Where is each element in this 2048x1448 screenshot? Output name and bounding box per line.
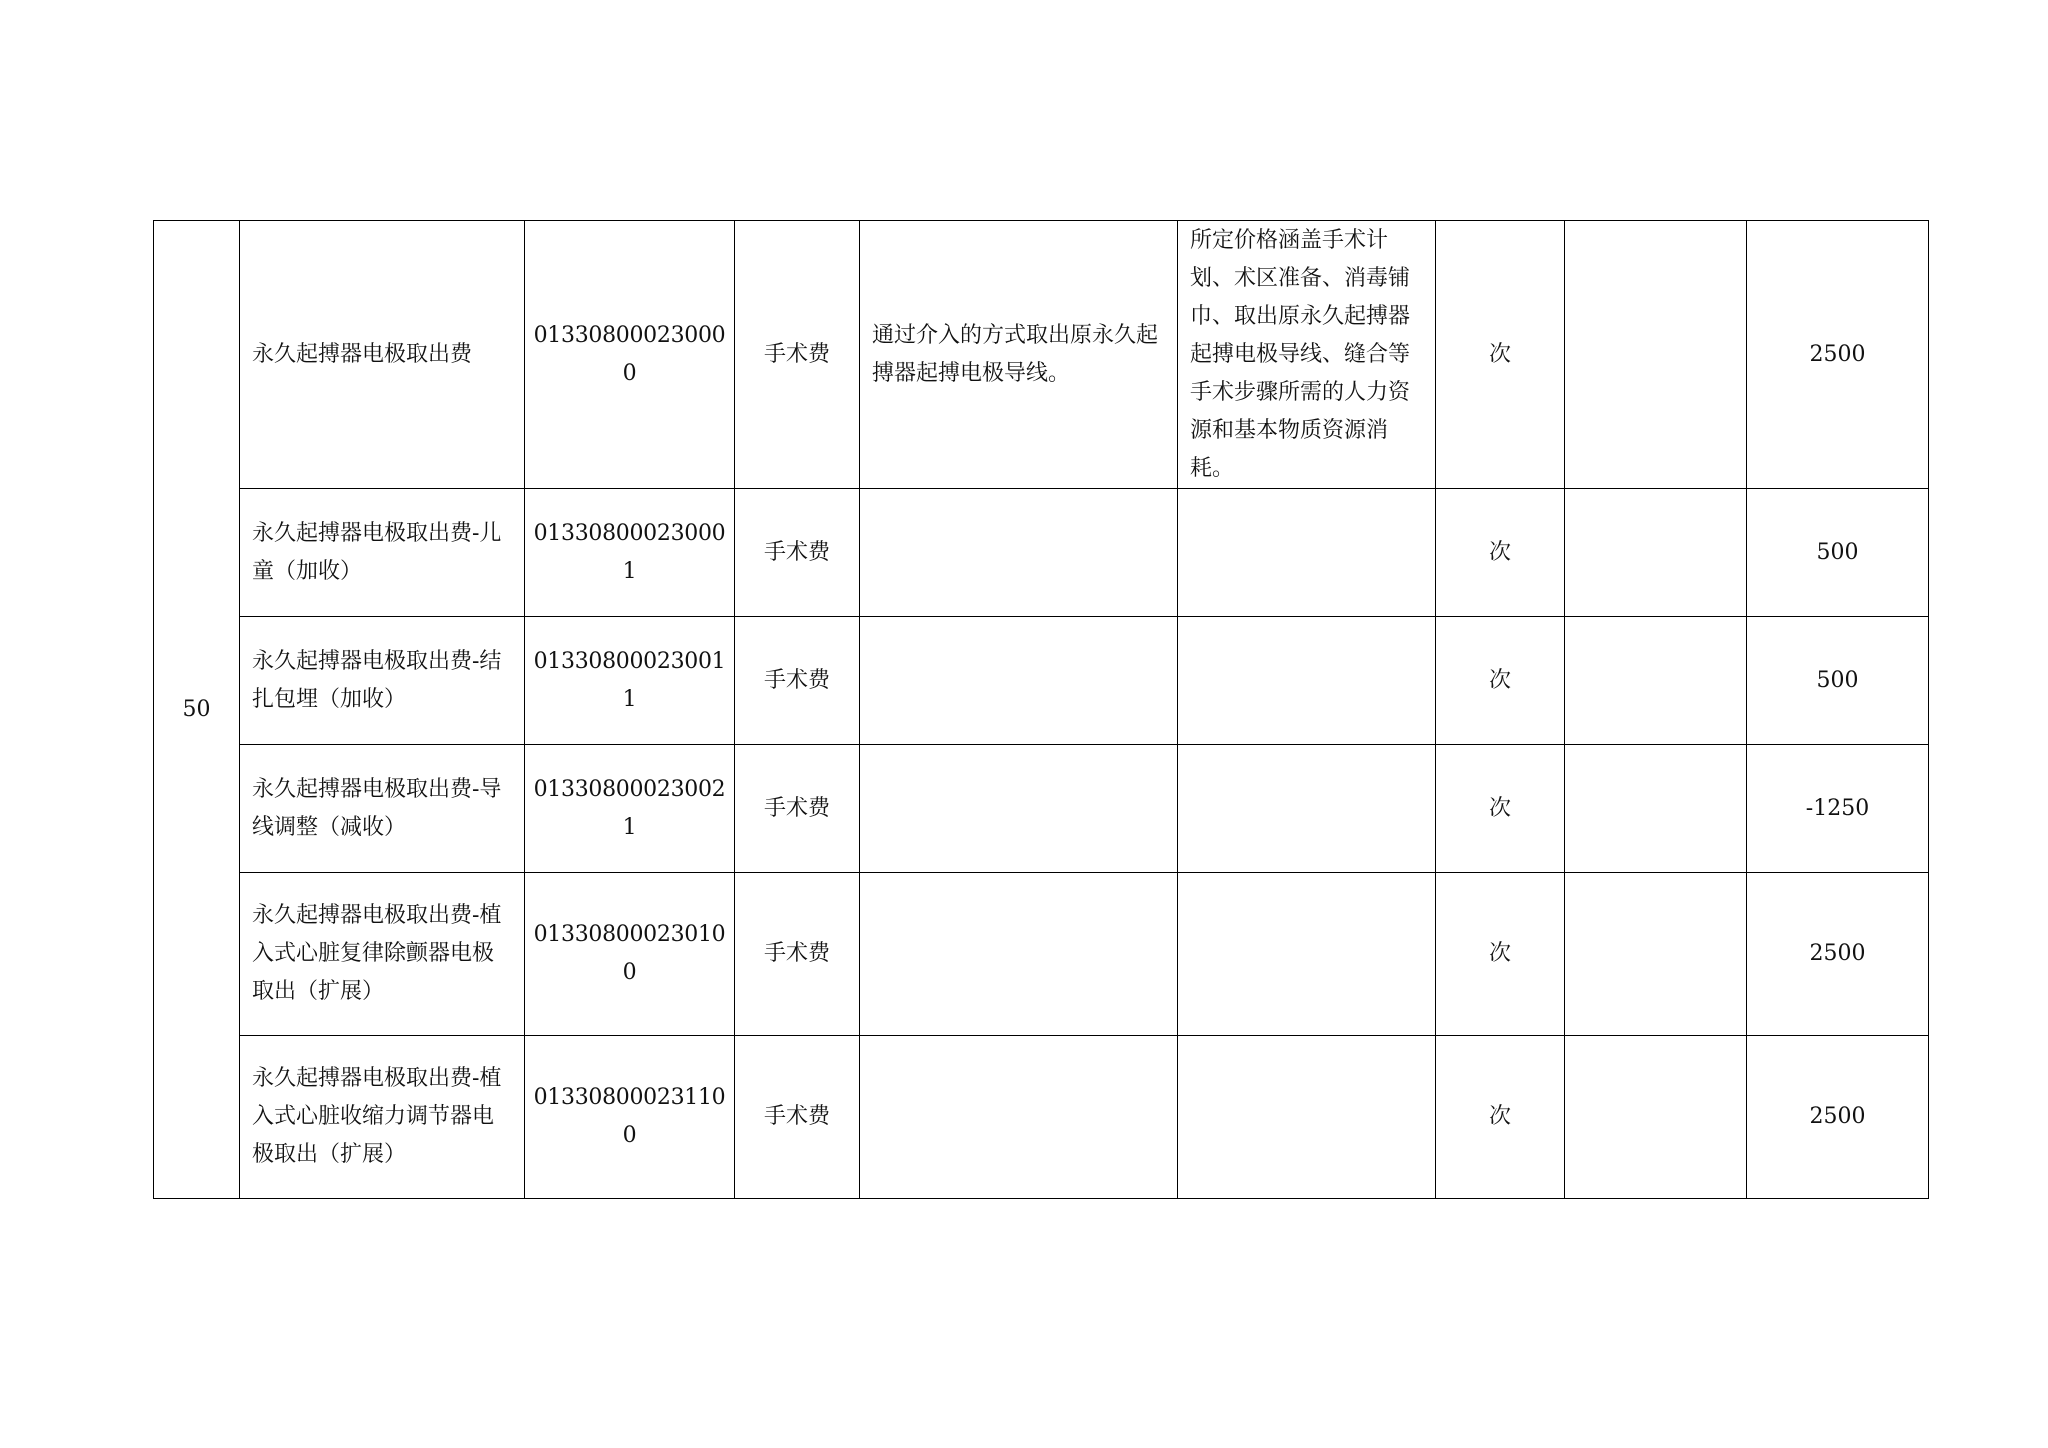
unit-cell: 次: [1436, 617, 1565, 745]
fee-type-cell: 手术费: [735, 873, 860, 1036]
table-row: [154, 1036, 1929, 1199]
unit-cell: 次: [1436, 489, 1565, 617]
price-cell: 2500: [1747, 221, 1929, 489]
service-content-cell: [860, 873, 1178, 1036]
price-cell: -1250: [1747, 745, 1929, 873]
service-content-cell: 通过介入的方式取出原永久起搏器起搏电极导线。: [860, 221, 1178, 489]
price-cell: 2500: [1747, 1036, 1929, 1199]
item-name-cell: 永久起搏器电极取出费-结扎包埋（加收）: [240, 617, 525, 745]
blank-cell: [1565, 873, 1747, 1036]
item-code-cell: 013308000230001: [525, 489, 735, 617]
unit-cell: 次: [1436, 745, 1565, 873]
item-code-cell: 013308000230011: [525, 617, 735, 745]
pricing-table: [153, 220, 1929, 1199]
fee-type-cell: 手术费: [735, 1036, 860, 1199]
item-code-cell: 013308000231100: [525, 1036, 735, 1199]
item-name-cell: 永久起搏器电极取出费-导线调整（减收）: [240, 745, 525, 873]
table-row: [154, 745, 1929, 873]
fee-type-cell: 手术费: [735, 489, 860, 617]
item-name-cell: 永久起搏器电极取出费-植入式心脏收缩力调节器电极取出（扩展）: [240, 1036, 525, 1199]
unit-cell: 次: [1436, 1036, 1565, 1199]
item-code-cell: 013308000230100: [525, 873, 735, 1036]
price-composition-cell: [1178, 617, 1436, 745]
fee-type-cell: 手术费: [735, 221, 860, 489]
item-code-cell: 013308000230021: [525, 745, 735, 873]
price-composition-cell: [1178, 489, 1436, 617]
unit-cell: 次: [1436, 873, 1565, 1036]
service-content-cell: [860, 1036, 1178, 1199]
blank-cell: [1565, 745, 1747, 873]
blank-cell: [1565, 617, 1747, 745]
price-composition-cell: [1178, 745, 1436, 873]
fee-type-cell: 手术费: [735, 617, 860, 745]
fee-type-cell: 手术费: [735, 745, 860, 873]
price-cell: 2500: [1747, 873, 1929, 1036]
table-row: [154, 221, 1929, 489]
price-composition-cell: 所定价格涵盖手术计划、术区准备、消毒铺巾、取出原永久起搏器起搏电极导线、缝合等手术步骤所需的人力资源和基本物质资源消耗。: [1178, 221, 1436, 489]
blank-cell: [1565, 489, 1747, 617]
price-cell: 500: [1747, 617, 1929, 745]
blank-cell: [1565, 221, 1747, 489]
unit-cell: 次: [1436, 221, 1565, 489]
item-name-cell: 永久起搏器电极取出费-儿童（加收）: [240, 489, 525, 617]
price-composition-cell: [1178, 1036, 1436, 1199]
blank-cell: [1565, 1036, 1747, 1199]
item-name-cell: 永久起搏器电极取出费: [240, 221, 525, 489]
price-composition-cell: [1178, 873, 1436, 1036]
service-content-cell: [860, 489, 1178, 617]
table-row: [154, 873, 1929, 1036]
service-content-cell: [860, 745, 1178, 873]
table-row: [154, 489, 1929, 617]
service-content-cell: [860, 617, 1178, 745]
table-row: [154, 617, 1929, 745]
group-number-cell: 50: [154, 221, 240, 1199]
item-name-cell: 永久起搏器电极取出费-植入式心脏复律除颤器电极取出（扩展）: [240, 873, 525, 1036]
item-code-cell: 013308000230000: [525, 221, 735, 489]
price-cell: 500: [1747, 489, 1929, 617]
